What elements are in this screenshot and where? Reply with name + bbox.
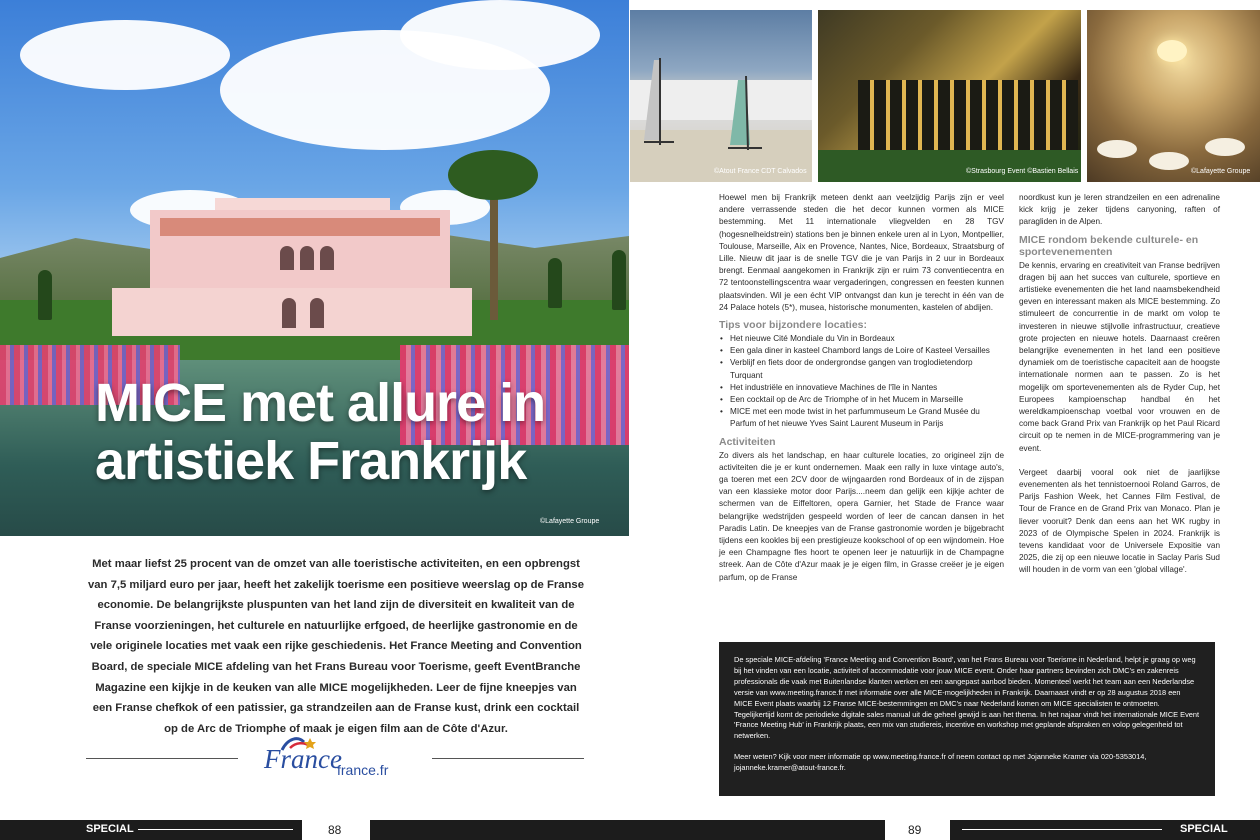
footer-section-label: SPECIAL — [1180, 823, 1228, 835]
section-heading: Activiteiten — [719, 435, 776, 448]
divider-line — [86, 758, 238, 759]
cloud — [20, 20, 230, 90]
photo-sand-yachting — [630, 10, 812, 182]
cypress-tree — [38, 270, 52, 320]
palm-leaves — [448, 150, 538, 200]
hero-photo-credit: ©Lafayette Groupe — [540, 518, 600, 525]
france-logo — [262, 730, 412, 782]
section-heading: Tips voor bijzondere locaties: — [719, 319, 868, 332]
cypress-tree — [548, 258, 562, 308]
page-number: 88 — [328, 823, 342, 837]
list-item: • MICE met een mode twist in het parfummuseum Le Grand Musée du Parfum of het nieuwe Yves Saint Laurent Museum in Parijs — [719, 406, 1004, 430]
villa-window — [320, 246, 334, 270]
photo-strasbourg-event — [818, 10, 1081, 182]
logo-url: france.fr — [337, 762, 389, 778]
body-paragraph: noordkust kun je leren strandzeilen en een adrenaline kick krijg je zeker tijdens canyoning, raften of paragliden in de Alpen. — [1019, 193, 1220, 227]
divider-line — [432, 758, 584, 759]
footer-line — [962, 829, 1162, 830]
cloud — [400, 0, 600, 70]
villa-window — [300, 246, 314, 270]
intro-paragraph: Met maar liefst 25 procent van de omzet van alle toeristische activiteiten, en een opbrengst van 7,5 miljard euro per jaar, heeft het zakelijk toerisme een positieve weerslag op de Franse economie. De belangrijkste pluspunten van het land zijn de diversiteit en kwaliteit van de Franse voorzieningen, het culturele en natuurlijke erfgoed, de heerlijke gastronomie en de vele originele locaties met vaak een rijke geschiedenis. Het France Meeting and Convention Board, de speciale MICE afdeling van het Frans Bureau voor Toerisme, geeft EventBranche Magazine een kijkje in de keuken van alle MICE mogelijkheden. Leer de fijne kneepjes van een Franse chefkok of een patissier, ga strandzeilen aan de Franse kust, drink een cocktail op de Arc de Triomphe of maak je eigen film aan de Côte d'Azur. — [87, 558, 584, 735]
cypress-tree — [612, 250, 626, 310]
article-column-2 — [1019, 192, 1220, 577]
body-paragraph: De kennis, ervaring en creativiteit van Franse bedrijven dragen bij aan het succes van culturele, sportieve en artistieke evenementen die het land naamsbekendheid geven en interessant maken als MICE bestemming. Zo stimuleert de concurrentie in de markt om volop te investeren in nieuwe stijlvolle infrastructuur, creatieve grote projecten en nieuwe hotels. Daarnaast creëren belangrijke evenementen in het land een positieve dynamiek om de toeristische capaciteit aan de hoogste internationale normen aan te passen. Zo is het mogelijk om sportevenementen als de Ryder Cup, het Europees kampioenschap handbal én het wereldkampioenschap voetbal voor vrouwen en de come back Grand Prix van Frankrijk op het Paul Ricard circuit op te nemen in de MICE-programmering van je event. — [1019, 260, 1220, 453]
footer-bar — [370, 820, 885, 840]
list-item: • Het industriële en innovatieve Machines de l'île in Nantes — [719, 382, 1004, 394]
article-column-1 — [719, 192, 1004, 584]
photo-ballroom — [1087, 10, 1260, 182]
palm-trunk — [490, 180, 498, 320]
logo-wordmark: France — [264, 744, 342, 774]
banquet-table — [1097, 140, 1137, 158]
photo-credit: ©Lafayette Groupe — [1191, 168, 1251, 175]
page-number: 89 — [908, 823, 922, 837]
footer-bar — [0, 820, 302, 840]
footer-section-label: SPECIAL — [86, 823, 134, 835]
list-item: • Verblijf en fiets door de ondergrondse gangen van troglodietendorp Turquant — [719, 357, 1004, 381]
info-box — [719, 642, 1215, 796]
list-item: • Een cocktail op de Arc de Triomphe of in het Mucem in Marseille — [719, 394, 1004, 406]
footer-line — [138, 829, 293, 830]
villa-window — [282, 298, 296, 328]
title-line-1: MICE met allure in — [95, 373, 546, 433]
tips-list — [719, 333, 1004, 431]
lawn — [818, 150, 1081, 182]
banquet-table — [1149, 152, 1189, 170]
hero-photo — [0, 0, 629, 536]
body-paragraph: Hoewel men bij Frankrijk meteen denkt aan veelzijdig Parijs zijn er veel andere verrassende steden die het decor kunnen vormen als MICE bestemming. Met 11 internationale vliegvelden en 28 TGV (hogesnelheidstrein) stations ben je binnen enkele uren al in Lyon, Montpellier, Toulouse, Marseille, Aix en Provence, Nantes, Nice, Bordeaux, Straatsburg of Lille. Nieuw dit jaar is de snelle TGV die je van Parijs in 2 uur in Bordeaux brengt. Eenmaal aangekomen in Frankrijk zijn er ruim 73 conventiecentra en 72 tentoonstellingscentra waar vergaderingen, congressen en feesten kunnen plaatsvinden. Wil je een écht VIP ontvangst dan kun je terecht in één van de 24 Palace hotels (5*), musea, historische monumenten, kastelen of abdijen. — [719, 193, 1004, 312]
photo-credit: ©Strasbourg Event ©Bastien Bellais — [966, 168, 1079, 175]
photo-credit: ©Atout France CDT Calvados — [714, 168, 807, 175]
villa-window — [310, 298, 324, 328]
article-title — [95, 374, 615, 490]
sand-yacht-illustration — [630, 10, 812, 182]
banquet-table — [1205, 138, 1245, 156]
list-item: • Het nieuwe Cité Mondiale du Vin in Bordeaux — [719, 333, 1004, 345]
glass-building — [858, 80, 1078, 150]
villa-window — [280, 246, 294, 270]
villa-roof — [160, 218, 440, 236]
body-paragraph: Vergeet daarbij vooral ook niet de jaarlijkse evenementen als het tennistoernooi Roland Garros, de Parijs Fashion Week, het Cannes Film Festival, de Tour de France en de Grand Prix van Monaco. Plan je liever vooruit? Denk dan eens aan het WK rugby in 2023 of de Olympische Spelen in 2024. Frankrijk is tevens kandidaat voor de Universele Expositie van 2025, die zij op een nieuwe locatie in Saclay Paris Sud will houden in de vorm van een 'global village'. — [1019, 467, 1220, 575]
info-box-paragraph: De speciale MICE-afdeling 'France Meeting and Convention Board', van het Frans Bureau voor Toerisme in Nederland, helpt je graag op weg bij het vinden van een locatie, activiteit of accommodatie voor jouw MICE event. Onder haar partners bevinden zich DMC's en zakenreis professionals die vaak met Buitenlandse klanten werken en een aangepast aanbod bieden. Momenteel werkt het team aan een Nederlandse versie van www.meeting.france.fr met informatie over alle MICE-mogelijkheden in Frankrijk. Daarnaast vindt er op 28 augustus 2018 een MICE Event plaats waarbij 12 Franse MICE-bestemmingen en DMC's naar Nederland komen om MICE specialisten te ontmoeten. Tegelijkertijd komt de periodieke digitale sales manual uit die geheel gewijd is aan het thema. In het najaar vindt het internationale MICE Event 'France Meeting Hub' in Frankrijk plaats, een mix van studiereis, incentive en workshop met geplande afspraken en volop gelegenheid tot netwerken. — [734, 655, 1200, 741]
page-footer — [0, 820, 1260, 840]
chandelier — [1157, 40, 1187, 62]
section-heading: MICE rondom bekende culturele- en sportevenementen — [1019, 233, 1199, 258]
body-paragraph: Zo divers als het landschap, en haar culturele locaties, zo origineel zijn de activiteiten die je er kunt ondernemen. Maak een rally in luxe vintage auto's, ga toeren met een 2CV door de wijngaarden rond Bordeaux of in de zijspan van een klassieke motor door Parijs....neem dan gelijk een kijkje achter de schermen van de Eiffeltoren, opera Garnier, het Stade de France waar belangrijke wedstrijden gespeeld worden of leer de cancan dansen in het Paradis Latin. De kneepjes van de Franse gastronomie worden je bijgebracht tijdens een kookles bij een prestigieuze kookschool of op een wijndomein. Hoe je een Champagne fles hoort te openen leer je natuurlijk in de Champagne streek. Aan de Côte d'Azur maak je je eigen film, in Grasse creëer je je eigen parfum, op de Franse — [719, 450, 1004, 582]
title-line-2: artistiek Frankrijk — [95, 431, 527, 491]
info-box-contact: Meer weten? Kijk voor meer informatie op www.meeting.france.fr of neem contact op met Jojanneke Kramer via 020-5353014, jojanneke.kramer@atout-france.fr. — [734, 752, 1147, 773]
list-item: • Een gala diner in kasteel Chambord langs de Loire of Kasteel Versailles — [719, 345, 1004, 357]
